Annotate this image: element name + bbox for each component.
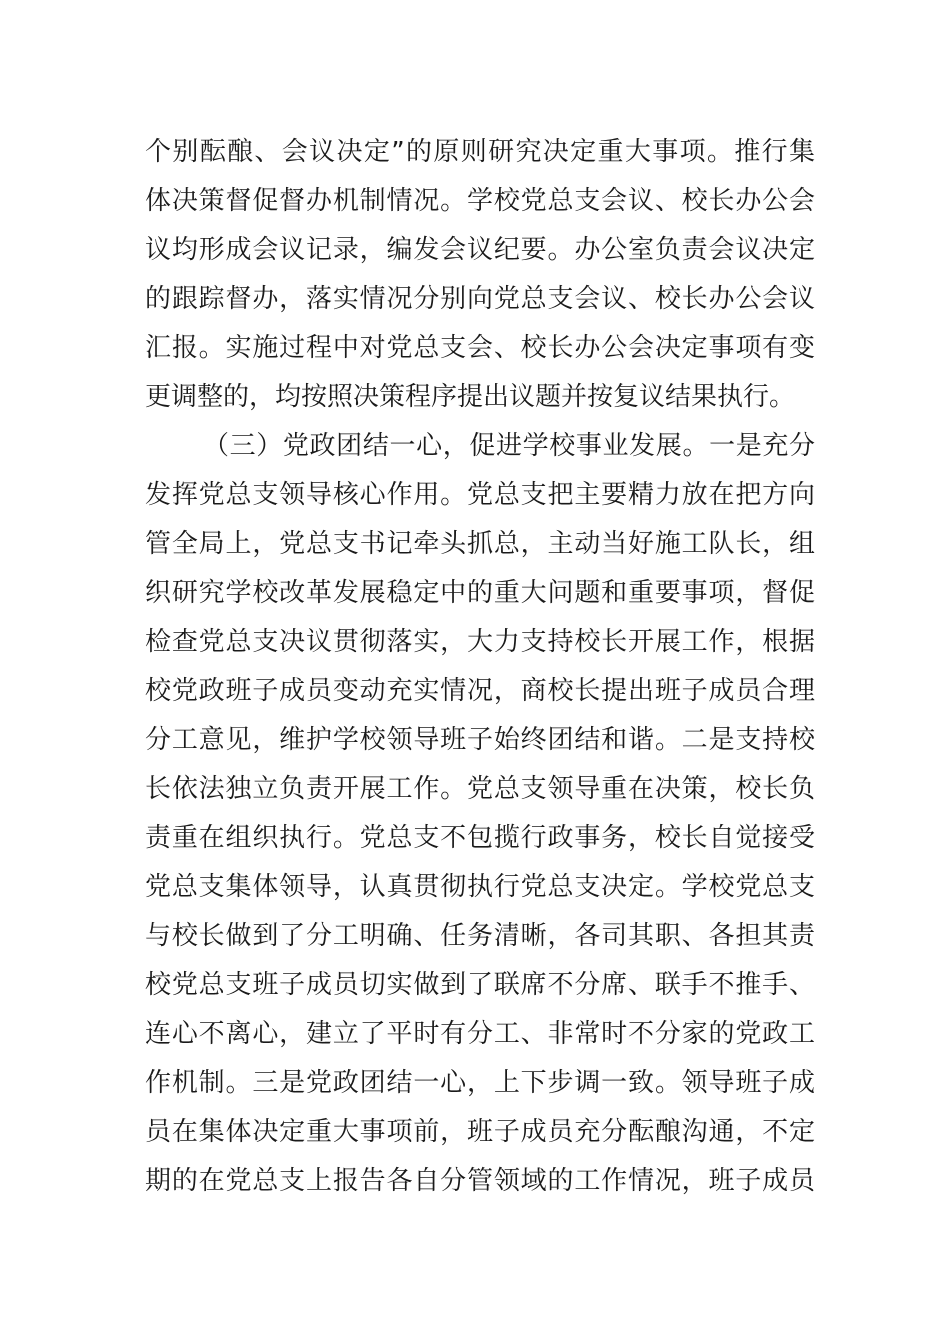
text-line: 责重在组织执行。党总支不包揽行政事务，校长自觉接受 (145, 823, 815, 853)
text-line: 体决策督促督办机制情况。学校党总支会议、校长办公会 (145, 186, 815, 216)
text-line: 更调整的，均按照决策程序提出议题并按复议结果执行。 (145, 382, 796, 412)
text-line: 议均形成会议记录，编发会议纪要。办公室负责会议决定 (145, 235, 815, 265)
paragraph-start-line: （三）党政团结一心，促进学校事业发展。一是充分 (203, 431, 815, 461)
text-line: 汇报。实施过程中对党总支会、校长办公会决定事项有变 (145, 333, 815, 363)
text-line: 个别酝酿、会议决定”的原则研究决定重大事项。推行集 (145, 137, 815, 167)
text-line: 作机制。三是党政团结一心，上下步调一致。领导班子成 (145, 1068, 815, 1098)
text-line: 党总支集体领导，认真贯彻执行党总支决定。学校党总支 (145, 872, 815, 902)
text-line: 期的在党总支上报告各自分管领域的工作情况，班子成员 (145, 1166, 815, 1196)
text-line: 员在集体决定重大事项前，班子成员充分酝酿沟通，不定 (145, 1117, 815, 1147)
text-line: 校党总支班子成员切实做到了联席不分席、联手不推手、 (145, 970, 815, 1000)
text-line: 分工意见，维护学校领导班子始终团结和谐。二是支持校 (145, 725, 815, 755)
text-line: 的跟踪督办，落实情况分别向党总支会议、校长办公会议 (145, 284, 815, 314)
text-line: 管全局上，党总支书记牵头抓总，主动当好施工队长，组 (145, 529, 815, 559)
text-line: 检查党总支决议贯彻落实，大力支持校长开展工作，根据 (145, 627, 815, 657)
text-line: 连心不离心，建立了平时有分工、非常时不分家的党政工 (145, 1019, 815, 1049)
text-line: 发挥党总支领导核心作用。党总支把主要精力放在把方向 (145, 480, 815, 510)
text-line: 与校长做到了分工明确、任务清晰，各司其职、各担其责 (145, 921, 815, 951)
body-text (145, 128, 815, 1206)
text-line: 织研究学校改革发展稳定中的重大问题和重要事项，督促 (145, 578, 815, 608)
text-line: 校党政班子成员变动充实情况，商校长提出班子成员合理 (145, 676, 815, 706)
text-line: 长依法独立负责开展工作。党总支领导重在决策，校长负 (145, 774, 815, 804)
